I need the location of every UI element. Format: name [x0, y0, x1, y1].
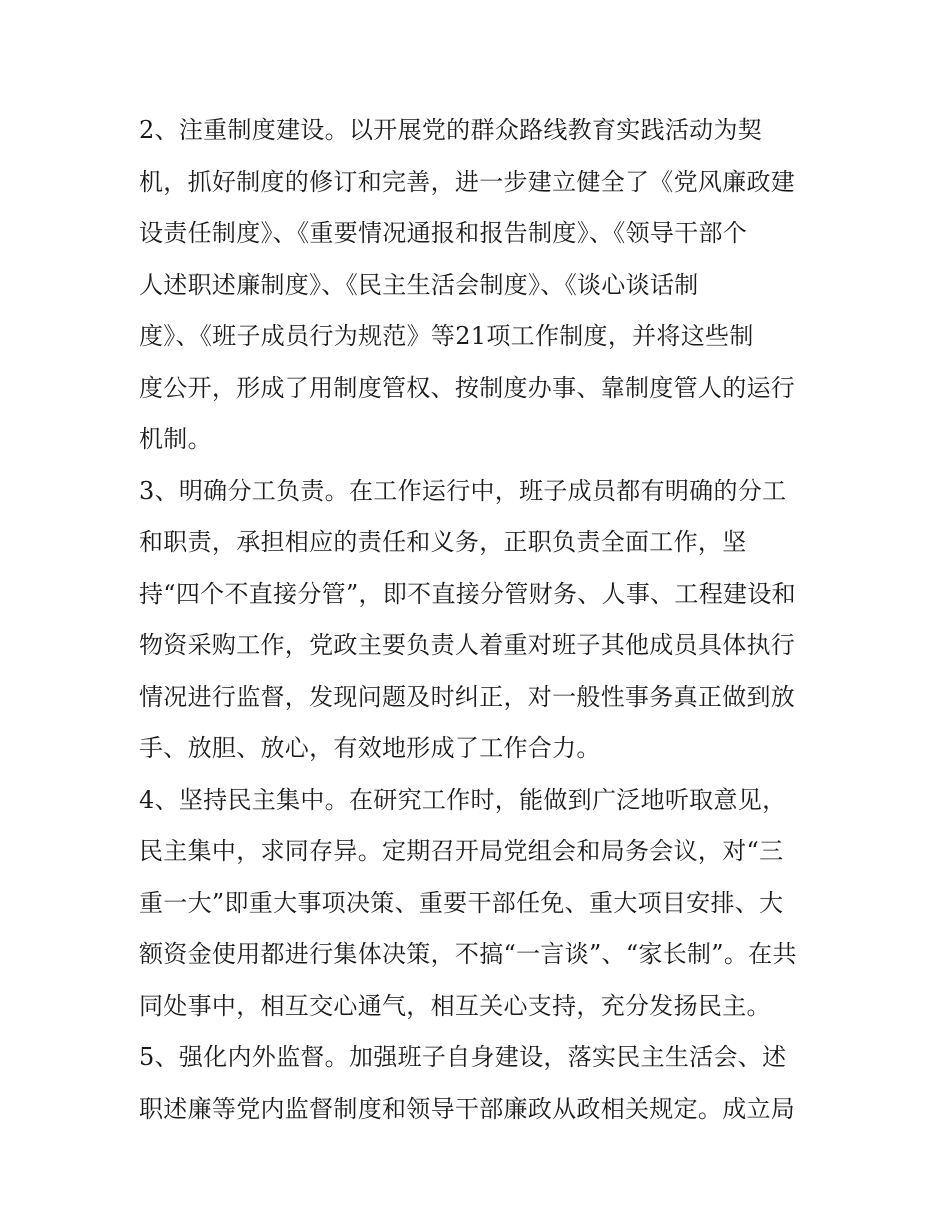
text-line: 手、放胆、放心，有效地形成了工作合力。: [139, 734, 601, 762]
body-text: [139, 105, 829, 1135]
text-line: 机，抓好制度的修订和完善，进一步建立健全了《党风廉政建: [139, 167, 796, 196]
text-line: 度公开，形成了用制度管权、按制度办事、靠制度管人的运行: [139, 373, 796, 402]
text-line: 职述廉等党内监督制度和领导干部廉政从政相关规定。成立局: [139, 1094, 796, 1123]
text-line: 额资金使用都进行集体决策，不搞“一言谈”、“家长制”。在共: [139, 940, 797, 968]
text-line: 人述职述廉制度》、《民主生活会制度》、《谈心谈话制: [139, 270, 699, 299]
text-line: 民主集中，求同存异。定期召开局党组会和局务会议，对“三: [139, 837, 784, 865]
text-line: 和职责，承担相应的责任和义务，正职负责全面工作，坚: [139, 528, 747, 556]
text-line: 情况进行监督，发现问题及时纠正，对一般性事务真正做到放: [139, 682, 796, 711]
text-line: 3、明确分工负责。在工作运行中，班子成员都有明确的分工: [139, 476, 787, 505]
text-line: 同处事中，相互交心通气，相互关心支持，充分发扬民主。: [139, 991, 771, 1020]
text-line: 度》、《班子成员行为规范》等21项工作制度，并将这些制: [139, 322, 754, 350]
text-line: 机制。: [139, 425, 212, 453]
text-line: 2、注重制度建设。以开展党的群众路线教育实践活动为契: [139, 116, 763, 144]
text-line: 持“四个不直接分管”，即不直接分管财务、人事、工程建设和: [139, 579, 796, 608]
text-line: 重一大”即重大事项决策、重要干部任免、重大项目安排、大: [139, 888, 784, 917]
text-line: 物资采购工作，党政主要负责人着重对班子其他成员具体执行: [139, 631, 796, 659]
text-line: 4、坚持民主集中。在研究工作时，能做到广泛地听取意见，: [139, 785, 787, 814]
text-line: 5、强化内外监督。加强班子自身建设，落实民主生活会、述: [139, 1043, 787, 1071]
text-line: 设责任制度》、《重要情况通报和报告制度》、《领导干部个: [139, 219, 748, 247]
